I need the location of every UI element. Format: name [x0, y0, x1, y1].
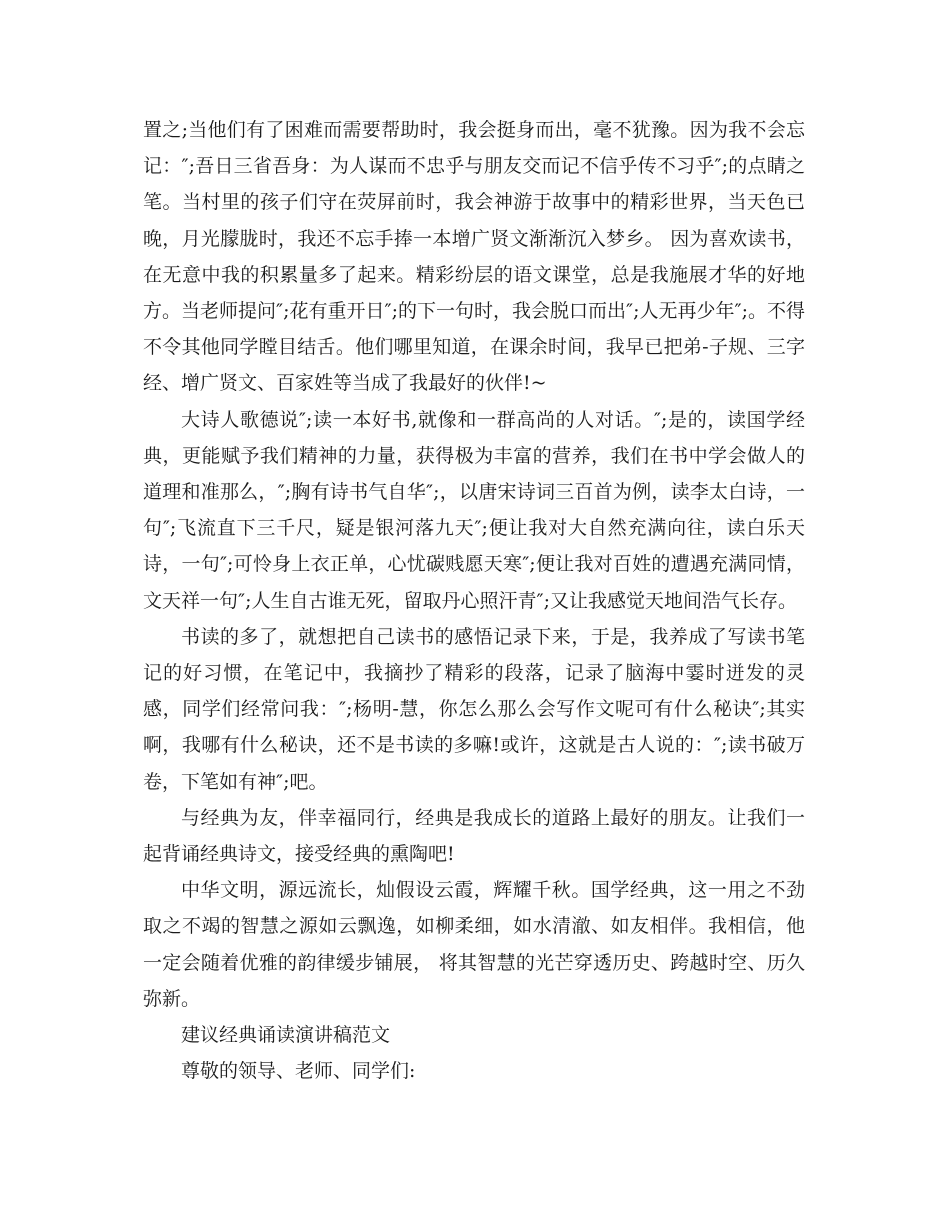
salutation: 尊敬的领导、老师、同学们:	[181, 1060, 416, 1083]
paragraph-continuation: 置之;当他们有了困难而需要帮助时，我会挺身而出，毫不犹豫。因为我不会忘记：″;吾日三省吾身：为人谋而不忠乎与朋友交而记不信乎传不习乎″;的点睛之笔。当村里的孩子们守在荧屏前时，我会神游于故事中的精彩世界，当天色已晚，月光朦胧时，我还不忘手捧一本增广贤文渐渐沉入梦乡。 因为喜欢读书，在无意中我的积累量多了起来。精彩纷层的语文课堂，总是我施展才华的好地方。当老师提问″;花有重开日″;的下一句时，我会脱口而出″;人无再少年″;。不得不令其他同学瞠目结舌。他们哪里知道，在课余时间，我早已把弟-子规、三字经、增广贤文、百家姓等当成了我最好的伙伴!~	[143, 119, 805, 395]
paragraph-reading-notes: 书读的多了，就想把自己读书的感悟记录下来，于是，我养成了写读书笔记的好习惯，在笔记中，我摘抄了精彩的段落，记录了脑海中霎时迸发的灵感，同学们经常问我：″;杨明-慧，你怎么那么会写作文呢可有什么秘诀″;其实啊，我哪有什么秘诀，还不是书读的多嘛!或许，这就是古人说的：″;读书破万卷，下笔如有神″;吧。	[143, 625, 805, 793]
section-heading: 建议经典诵读演讲稿范文	[181, 1024, 391, 1047]
document-body	[143, 112, 805, 1089]
paragraph-chinese-civilization: 中华文明，源远流长，灿假设云霞，辉耀千秋。国学经典，这一用之不劲取之不竭的智慧之源如云飘逸，如柳柔细，如水清澈、如友相伴。我相信，他一定会随着优雅的韵律缓步铺展， 将其智慧的光芒穿透历史、跨越时空、历久弥新。	[143, 879, 805, 1010]
paragraph-classics-friend: 与经典为友，伴幸福同行，经典是我成长的道路上最好的朋友。让我们一起背诵经典诗文，接受经典的熏陶吧!	[143, 806, 805, 866]
paragraph-goethe-quote: 大诗人歌德说″;读一本好书,就像和一群高尚的人对话。″;是的，读国学经典，更能赋予我们精神的力量，获得极为丰富的营养，我们在书中学会做人的道理和准那么，″;胸有诗书气自华″;，以唐宋诗词三百首为例，读李太白诗，一句″;飞流直下三千尺，疑是银河落九天″;便让我对大自然充满向往，读白乐天诗，一句″;可怜身上衣正单，心忧碳贱愿天寒″;便让我对百姓的遭遇充满同情，文天祥一句″;人生自古谁无死，留取丹心照汗青″;又让我感觉天地间浩气长存。	[143, 408, 805, 612]
